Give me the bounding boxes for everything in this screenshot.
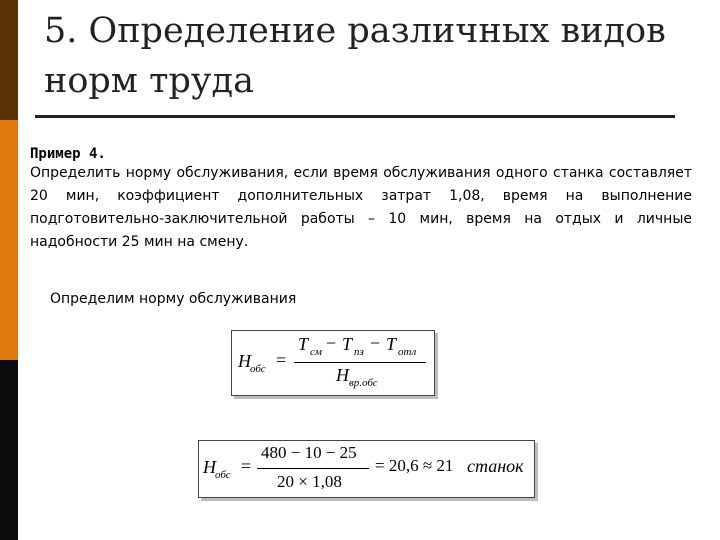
formula-t3-sub: отл [398, 346, 417, 358]
numeric-lhs-sub: обс [215, 469, 231, 481]
numeric-result: = 20,6 ≈ 21 [375, 456, 454, 475]
title-underline [35, 115, 675, 118]
formula-minus-2: − [370, 333, 381, 353]
accent-bar-middle [0, 120, 18, 360]
formula-t1-sub: см [310, 346, 322, 358]
formula-minus-1: − [326, 333, 337, 353]
accent-bar-bottom [0, 360, 18, 540]
formula-equals: = [276, 350, 287, 370]
subheading: Определим норму обслуживания [50, 291, 297, 307]
formula-lhs: H [238, 351, 251, 371]
numeric-equals: = [241, 456, 252, 476]
accent-bar-top [0, 0, 18, 120]
example-label: Пример 4. [30, 146, 106, 162]
formula-t2-sub: пз [354, 346, 364, 358]
numeric-fraction-line [257, 468, 369, 469]
slide-title: 5. Определение различных видов норм труда [44, 11, 666, 101]
formula-t1: T [298, 334, 309, 354]
numeric-lhs: H [203, 457, 216, 477]
formula-denominator: H [336, 365, 349, 385]
numeric-denominator: 20 × 1,08 [277, 472, 342, 491]
numeric-numerator: 480 − 10 − 25 [261, 443, 357, 462]
formula-lhs-sub: обс [250, 363, 266, 375]
formula-denominator-sub: вр.обс [349, 377, 378, 389]
formula-t3: T [386, 334, 397, 354]
formula-t2: T [342, 334, 353, 354]
formula-numeric [198, 440, 535, 498]
fraction-line [294, 362, 426, 363]
formula-general [231, 330, 435, 396]
numeric-unit: станок [467, 456, 524, 476]
problem-text: Определить норму обслуживания, если время обслуживания одного станка составляет 20 мин, коэффициент дополнительных затрат 1,08, время на выполнение подготовительно-заключительной работы – 10 мин, время на отдых и личные надобности 25 мин на смену. [30, 165, 692, 250]
